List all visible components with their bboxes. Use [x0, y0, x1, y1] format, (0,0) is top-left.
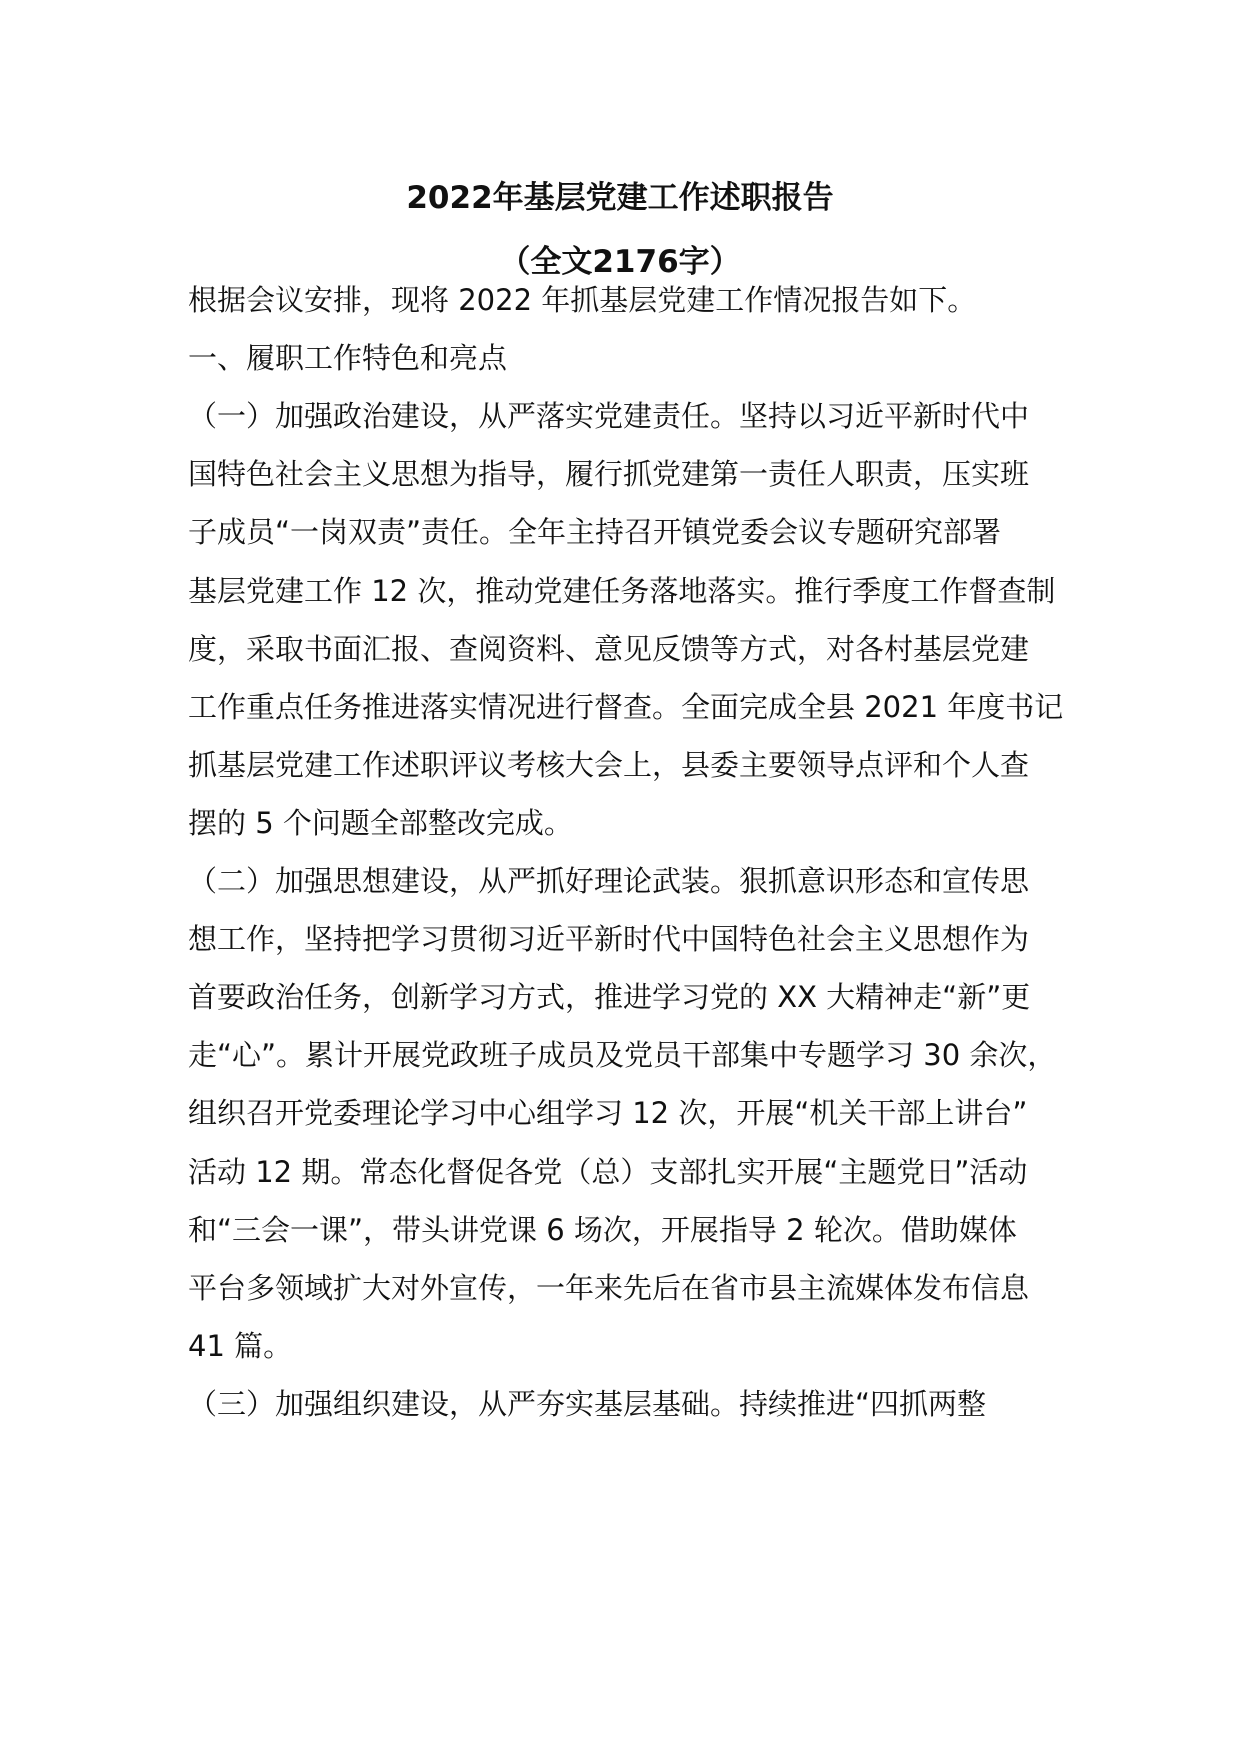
paragraph-line: 组织召开党委理论学习中心组学习 12 次，开展“机关干部上讲台” [188, 1096, 1028, 1130]
document-title: 2022年基层党建工作述职报告 [406, 180, 834, 216]
paragraph-line: 41 篇。 [188, 1329, 293, 1363]
paragraph-line: 抓基层党建工作述职评议考核大会上，县委主要领导点评和个人查 [188, 748, 1030, 782]
paragraph-line: （一）加强政治建设，从严落实党建责任。坚持以习近平新时代中 [188, 399, 1030, 433]
paragraph-line: （三）加强组织建设，从严夯实基层基础。持续推进“四抓两整 [188, 1387, 987, 1421]
paragraph-line: 活动 12 期。常态化督促各党（总）支部扎实开展“主题党日”活动 [188, 1155, 1028, 1189]
paragraph-line: 国特色社会主义思想为指导，履行抓党建第一责任人职责，压实班 [188, 457, 1030, 491]
paragraph-line: 度，采取书面汇报、查阅资料、意见反馈等方式，对各村基层党建 [188, 632, 1030, 666]
paragraph-line: 摆的 5 个问题全部整改完成。 [188, 806, 573, 840]
paragraph-line: 子成员“一岗双责”责任。全年主持召开镇党委会议专题研究部署 [188, 515, 1002, 549]
paragraph-line: 基层党建工作 12 次，推动党建任务落地落实。推行季度工作督查制 [188, 574, 1056, 608]
paragraph-line: 一、履职工作特色和亮点 [188, 341, 508, 375]
paragraph-line: 工作重点任务推进落实情况进行督查。全面完成全县 2021 年度书记 [188, 690, 1064, 724]
paragraph-line: 平台多领域扩大对外宣传，一年来先后在省市县主流媒体发布信息 [188, 1271, 1030, 1305]
paragraph-line: 根据会议安排，现将 2022 年抓基层党建工作情况报告如下。 [188, 283, 977, 317]
paragraph-line: 想工作，坚持把学习贯彻习近平新时代中国特色社会主义思想作为 [188, 922, 1030, 956]
paragraph-line: 和“三会一课”，带头讲党课 6 场次，开展指导 2 轮次。借助媒体 [188, 1213, 1017, 1247]
paragraph-line: （二）加强思想建设，从严抓好理论武装。狠抓意识形态和宣传思 [188, 864, 1030, 898]
document-subtitle: （全文2176字） [499, 244, 741, 280]
paragraph-line: 首要政治任务，创新学习方式，推进学习党的 XX 大精神走“新”更 [188, 980, 1031, 1014]
paragraph-line: 走“心”。累计开展党政班子成员及党员干部集中专题学习 30 余次， [188, 1038, 1057, 1072]
